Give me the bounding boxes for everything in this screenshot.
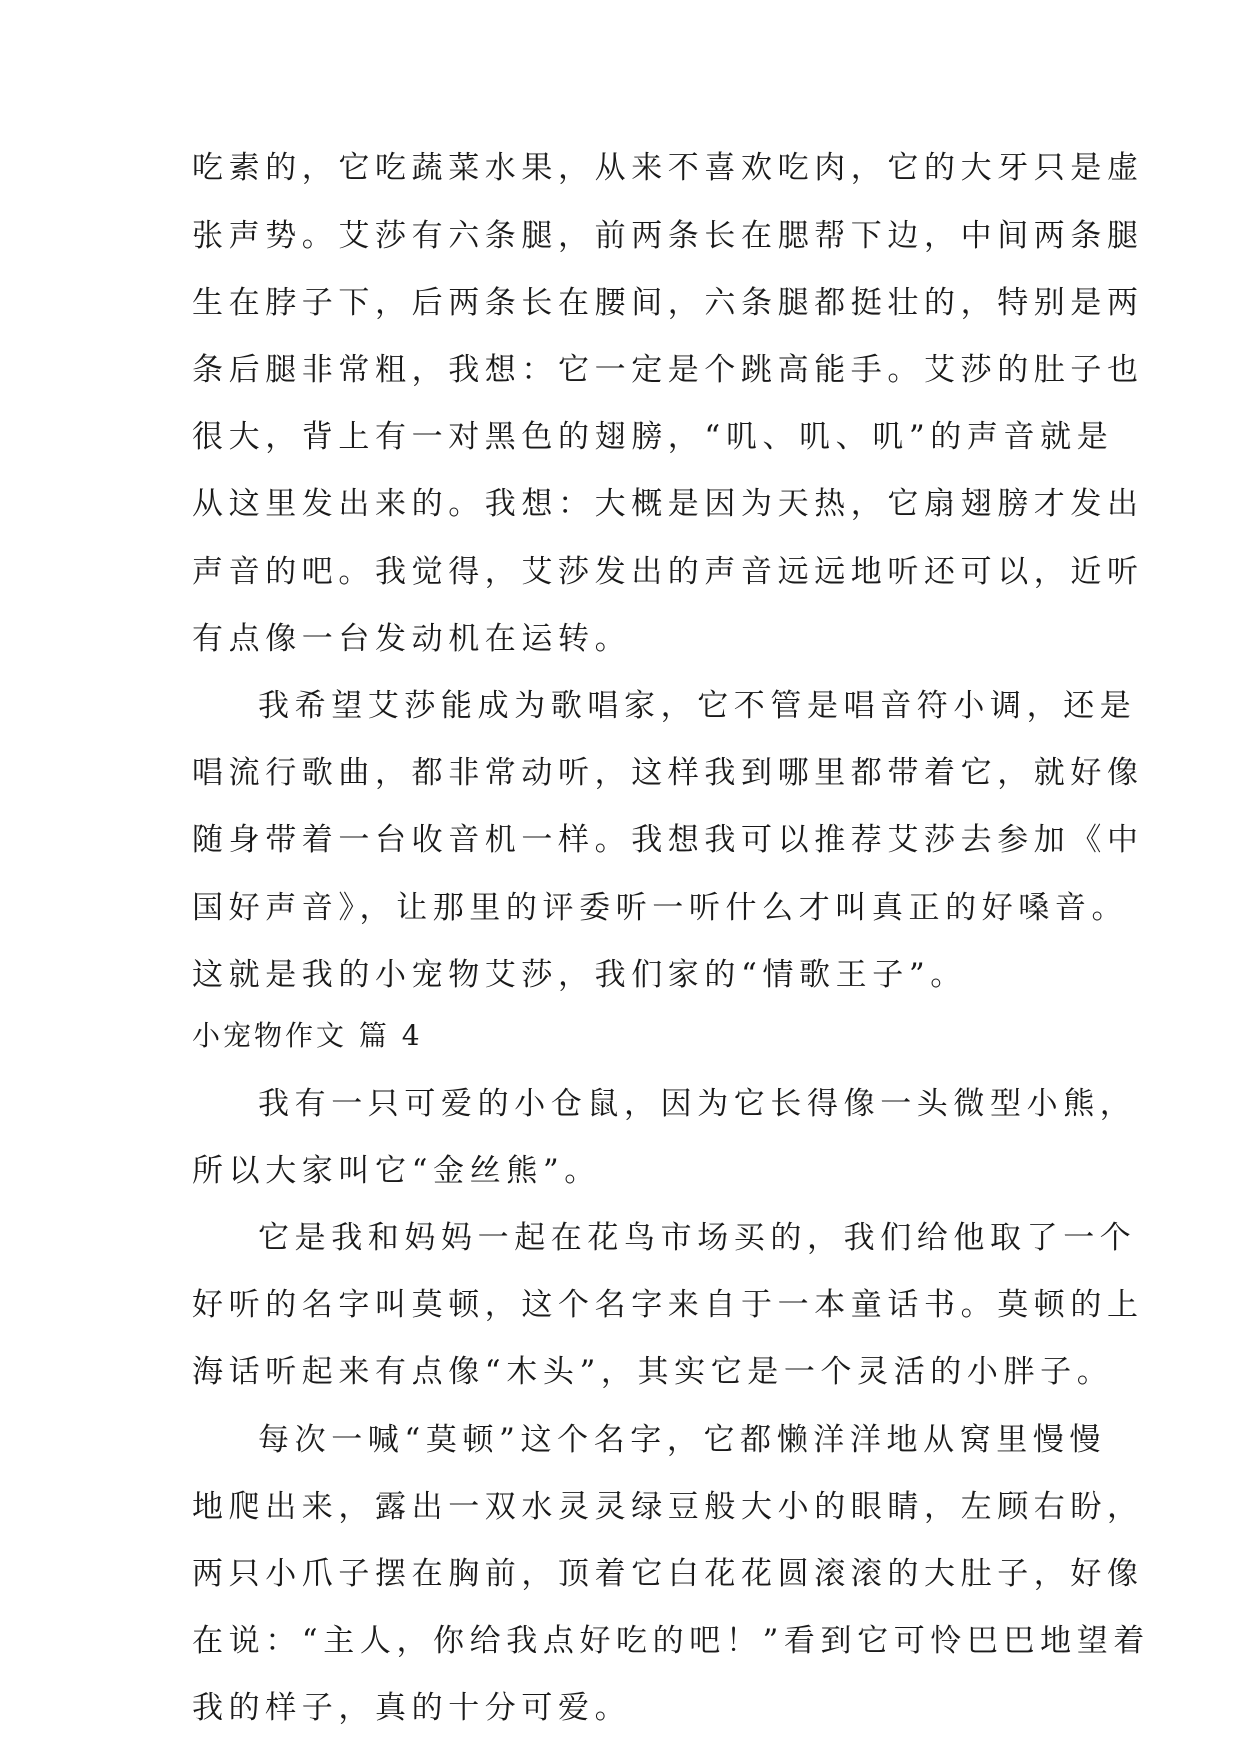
paragraph-line: 所以大家叫它“金丝熊”。	[192, 1153, 601, 1189]
paragraph-line: 条后腿非常粗，我想：它一定是个跳高能手。艾莎的肚子也	[192, 352, 1144, 388]
paragraph-line: 地爬出来，露出一双水灵灵绿豆般大小的眼睛，左顾右盼，	[192, 1489, 1144, 1525]
paragraph-line: 国好声音》，让那里的评委听一听什么才叫真正的好嗓音。	[192, 890, 1129, 926]
paragraph-line: 我希望艾莎能成为歌唱家，它不管是唱音符小调，还是	[258, 688, 1137, 724]
paragraph-line: 每次一喊“莫顿”这个名字，它都懒洋洋地从窝里慢慢	[258, 1422, 1107, 1458]
paragraph-line: 唱流行歌曲，都非常动听，这样我到哪里都带着它，就好像	[192, 755, 1144, 791]
paragraph-line: 它是我和妈妈一起在花鸟市场买的，我们给他取了一个	[258, 1220, 1137, 1256]
paragraph-line: 张声势。艾莎有六条腿，前两条长在腮帮下边，中间两条腿	[192, 218, 1144, 254]
paragraph-line: 这就是我的小宠物艾莎，我们家的“情歌王子”。	[192, 957, 967, 993]
paragraph-line: 有点像一台发动机在运转。	[192, 621, 632, 657]
paragraph-line: 海话听起来有点像“木头”，其实它是一个灵活的小胖子。	[192, 1354, 1114, 1390]
paragraph-line: 好听的名字叫莫顿，这个名字来自于一本童话书。莫顿的上	[192, 1287, 1144, 1323]
paragraph-line: 我有一只可爱的小仓鼠，因为它长得像一头微型小熊，	[258, 1086, 1137, 1122]
paragraph-line: 两只小爪子摆在胸前，顶着它白花花圆滚滚的大肚子，好像	[192, 1556, 1144, 1592]
paragraph-line: 声音的吧。我觉得，艾莎发出的声音远远地听还可以，近听	[192, 554, 1144, 590]
section-heading: 小宠物作文 篇 4	[192, 1019, 423, 1052]
paragraph-line: 很大，背上有一对黑色的翅膀，“叽、叽、叽”的声音就是	[192, 419, 1114, 455]
paragraph-line: 在说：“主人，你给我点好吃的吧！”看到它可怜巴巴地望着	[192, 1623, 1150, 1659]
paragraph-line: 吃素的，它吃蔬菜水果，从来不喜欢吃肉，它的大牙只是虚	[192, 150, 1144, 186]
paragraph-line: 生在脖子下，后两条长在腰间，六条腿都挺壮的，特别是两	[192, 285, 1144, 321]
paragraph-line: 从这里发出来的。我想：大概是因为天热，它扇翅膀才发出	[192, 486, 1144, 522]
paragraph-line: 我的样子，真的十分可爱。	[192, 1690, 632, 1726]
paragraph-line: 随身带着一台收音机一样。我想我可以推荐艾莎去参加《中	[192, 822, 1144, 858]
